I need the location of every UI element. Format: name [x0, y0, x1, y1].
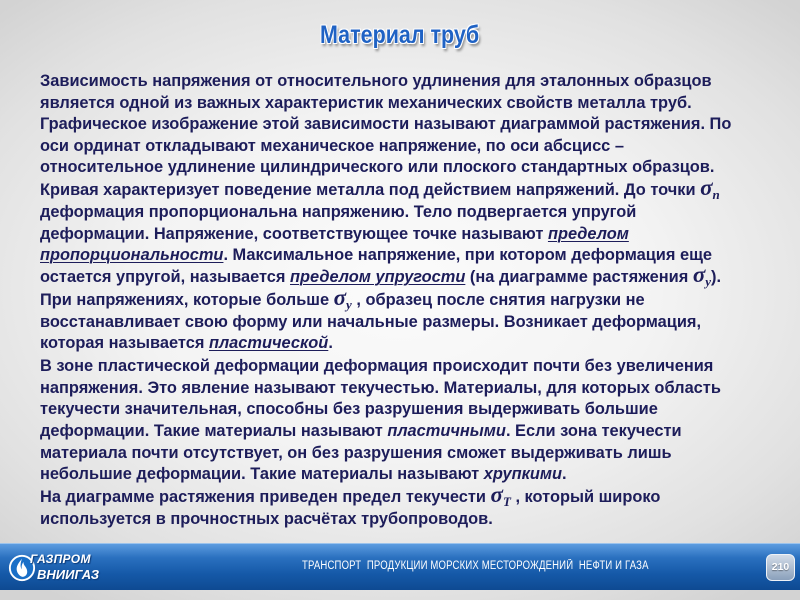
text-span: , который широко [510, 488, 661, 507]
text-span: В зоне пластической деформации деформация происходит почти без увеличения [40, 357, 714, 376]
text-line [40, 202, 780, 224]
symbol-subscript: у [346, 296, 352, 312]
text-span: восстанавливает свою форму или начальные размеры. Возникает деформация, [40, 312, 702, 331]
text-line [40, 443, 780, 465]
logo-text-bottom: ВНИИГАЗ [37, 567, 100, 582]
text-span: . [562, 465, 567, 484]
text-span: Кривая характеризует поведение металла под действием напряжений. До точки [40, 181, 701, 200]
text-span: . Если зона текучести [505, 422, 682, 440]
symbol-subscript: Т [502, 494, 511, 510]
symbol-glyph: σ [692, 261, 706, 287]
body-text [40, 71, 780, 530]
text-span: которая называется [40, 334, 209, 353]
text-span: используется в прочностных расчётах трубопроводов. [40, 509, 493, 528]
text-span: материала почти отсутствует, он без разрушения сможет выдерживать лишь [40, 443, 672, 462]
page-number-badge: 210 [766, 554, 795, 581]
text-span: деформации. Напряжение, соответствующее точке называют [40, 224, 548, 243]
text-line [40, 175, 780, 203]
footer-caption: ТРАНСПОРТ ПРОДУКЦИИ МОРСКИХ МЕСТОРОЖДЕНИЙ НЕФТИ И ГАЗА [302, 560, 649, 572]
paragraph [40, 482, 780, 530]
text-line [40, 312, 780, 334]
symbol-glyph: σ [700, 175, 713, 201]
text-span: ). [711, 267, 722, 286]
sigma-symbol [693, 262, 711, 287]
text-span: . [328, 334, 333, 353]
text-line [40, 93, 780, 115]
text-span: небольшие деформации. Такие материалы называют [40, 465, 484, 484]
emphasis-text: пластичными [387, 422, 506, 440]
text-line [40, 114, 780, 136]
text-span: напряжения. Это явление называют текучестью. Материалы, для которых область [40, 378, 721, 397]
paragraph [40, 284, 780, 355]
text-line [40, 261, 780, 289]
text-span: Зависимость напряжения от относительного удлинения для эталонных образцов [40, 72, 712, 90]
text-span: относительное удлинение цилиндрического или плоского стандартных образцов. [40, 158, 715, 177]
term-text: пропорциональности [40, 246, 224, 265]
text-span: оси ординат откладывают механическое напряжение, по оси абсцисс – [40, 136, 624, 155]
text-span: (на диаграмме растяжения [465, 267, 693, 286]
text-span: Графическое изображение этой зависимости называют диаграммой растяжения. По [40, 115, 732, 134]
text-span: деформации. Такие материалы называют [40, 422, 388, 440]
sigma-symbol [700, 175, 720, 203]
text-span: является одной из важных характеристик механических свойств металла труб. [40, 93, 692, 112]
text-line [40, 136, 780, 158]
text-span: , образец после снятия нагрузки не [351, 290, 645, 309]
text-line [40, 399, 780, 421]
text-line [40, 71, 780, 93]
sigma-symbol [490, 482, 511, 510]
symbol-subscript: у [705, 273, 712, 289]
text-line [40, 464, 780, 486]
text-span: . Максимальное напряжение, при котором деформация еще [223, 246, 713, 265]
text-span: деформация пропорциональна напряжению. Тело подвергается упругой [40, 203, 637, 222]
term-text: пределом [547, 224, 629, 243]
text-line [40, 509, 780, 531]
text-span: остается упругой, называется [40, 267, 291, 286]
text-line [40, 482, 780, 510]
text-line [40, 157, 780, 179]
title-bar [0, 18, 800, 56]
slide-title: Материал труб [320, 21, 480, 49]
text-line [40, 245, 780, 267]
company-logo [6, 551, 98, 587]
emphasis-text: хрупкими [483, 465, 563, 484]
symbol-glyph: σ [490, 482, 503, 508]
text-line [40, 224, 780, 246]
paragraph [40, 175, 780, 289]
text-line [40, 421, 780, 443]
paragraph [40, 356, 780, 486]
text-line [40, 333, 780, 355]
term-text: пределом упругости [290, 267, 466, 286]
symbol-glyph: σ [333, 284, 347, 310]
text-span: текучести значительная, способны без разрушения выдерживать большие [40, 400, 658, 419]
term-text: пластической [208, 334, 329, 353]
text-span: При напряжениях, которые больше [40, 290, 334, 309]
text-line [40, 284, 780, 312]
sigma-symbol [334, 285, 352, 310]
footer-bar [0, 543, 800, 590]
symbol-subscript: п [712, 187, 720, 203]
text-line [40, 356, 780, 378]
text-line [40, 378, 780, 400]
paragraph [40, 71, 780, 179]
logo-text-top: ГАЗПРОМ [30, 552, 91, 566]
text-span: На диаграмме растяжения приведен предел текучести [40, 488, 491, 507]
